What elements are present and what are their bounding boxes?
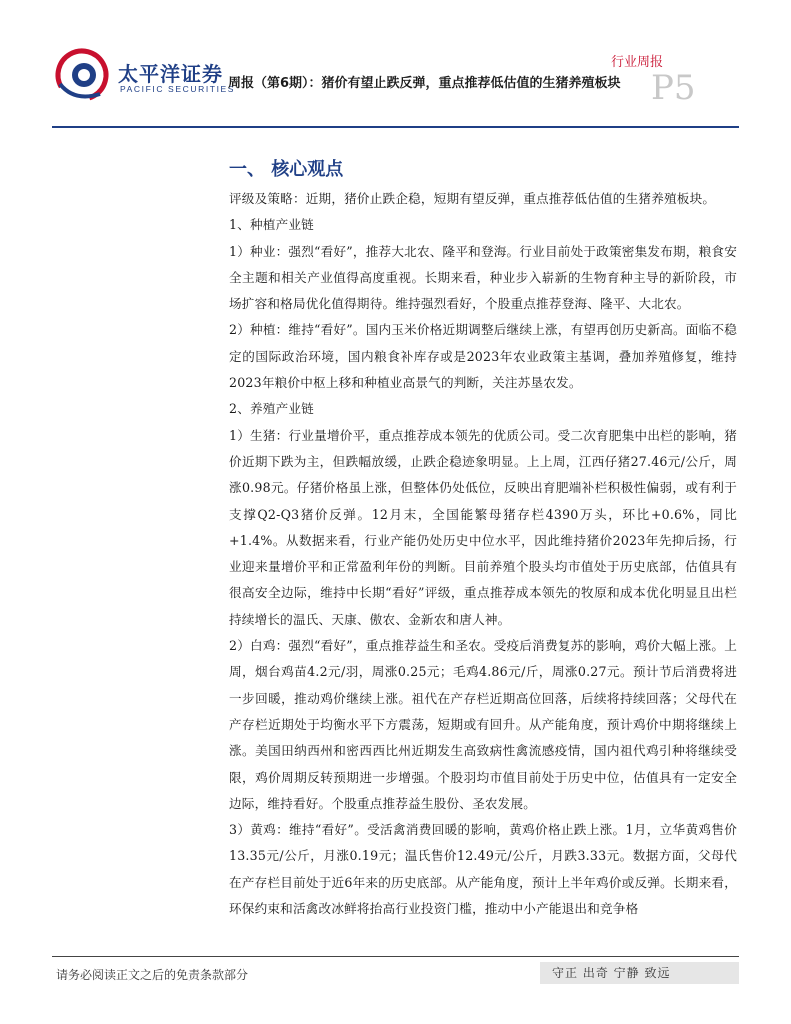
footer-disclaimer: 请务必阅读正文之后的免责条款部分 (56, 968, 249, 982)
body-content (229, 186, 737, 922)
footer-motto: 守正 出奇 宁静 致远 (540, 962, 739, 984)
section-heading: 一、 核心观点 (229, 159, 344, 180)
paragraph-planting-chain-heading: 1、种植产业链 (229, 217, 314, 233)
paragraph-yellow-chicken: 3）黄鸡：维持“看好”。受活禽消费回暖的影响，黄鸡价格止跌上涨。1月，立华黄鸡售价13.35元/公斤，月涨0.19元；温氏售价12.49元/公斤，月跌3.33元。数据方面，父母代在产存栏目前处于近6年来的历史底部。从产能角度，预计上半年鸡价或反弹。长期来看，环保约束和活禽改冰鲜将抬高行业投资门槛，推动中小产能退出和竞争格 (229, 822, 737, 917)
page-number: P5 (651, 68, 696, 108)
company-name-en: PACIFIC SECURITIES (120, 84, 236, 94)
paragraph-hogs: 1）生猪：行业量增价平，重点推荐成本领先的优质公司。受二次育肥集中出栏的影响，猪价近期下跌为主，但跌幅放缓，止跌企稳迹象明显。上上周，江西仔猪27.46元/公斤，周涨0.98元。仔猪价格虽上涨，但整体仍处低位，反映出育肥端补栏积极性偏弱，或有利于支撑Q2-Q3猪价反弹。12月末，全国能繁母猪存栏4390万头，环比+0.6%，同比+1.4%。从数据来看，行业产能仍处历史中位水平，因此维持猪价2023年先抑后扬，行业迎来量增价平和正常盈利年份的判断。目前养殖个股头均市值处于历史底部，估值具有很高安全边际，维持中长期“看好”评级，重点推荐成本领先的牧原和成本优化明显且出栏持续增长的温氏、天康、傲农、金新农和唐人神。 (229, 427, 737, 627)
report-title: 周报（第6期）：猪价有望止跌反弹，重点推荐低估值的生猪养殖板块 (228, 76, 621, 91)
paragraph-white-chicken: 2）白鸡：强烈“看好”，重点推荐益生和圣农。受疫后消费复苏的影响，鸡价大幅上涨。上周，烟台鸡苗4.2元/羽，周涨0.25元；毛鸡4.86元/斤，周涨0.27元。预计节后消费将进一步回暖，推动鸡价继续上涨。祖代在产存栏近期高位回落，后续将持续回落；父母代在产存栏近期处于均衡水平下方震荡，短期或有回升。从产能角度，预计鸡价中期将继续上涨。美国田纳西州和密西西比州近期发生高致病性禽流感疫情，国内祖代鸡引种将继续受限，鸡价周期反转预期进一步增强。个股羽均市值目前处于历史中位，估值具有一定安全边际，维持看好。个股重点推荐益生股份、圣农发展。 (229, 638, 737, 811)
paragraph-planting: 2）种植：维持“看好”。国内玉米价格近期调整后继续上涨，有望再创历史新高。面临不稳定的国际政治环境，国内粮食补库存或是2023年农业政策主基调，叠加养殖修复，维持2023年粮价中枢上移和种植业高景气的判断，关注苏垦农发。 (229, 322, 737, 391)
paragraph-breeding-chain-heading: 2、养殖产业链 (229, 401, 314, 417)
pacific-securities-logo-icon (52, 44, 112, 104)
paragraph-seed-industry: 1）种业：强烈“看好”，推荐大北农、隆平和登海。行业目前处于政策密集发布期，粮食安全主题和相关产业值得高度重视。长期来看，种业步入崭新的生物育种主导的新阶段，市场扩容和格局优化值得期待。维持强烈看好，个股重点推荐登海、隆平、大北农。 (229, 243, 737, 312)
footer-divider (52, 956, 739, 957)
company-name-cn: 太平洋证券 (118, 62, 223, 86)
paragraph-rating-strategy: 评级及策略：近期，猪价止跌企稳，短期有望反弹，重点推荐低估值的生猪养殖板块。 (229, 191, 716, 206)
header-divider (52, 126, 739, 128)
report-type-label: 行业周报 (610, 55, 663, 70)
